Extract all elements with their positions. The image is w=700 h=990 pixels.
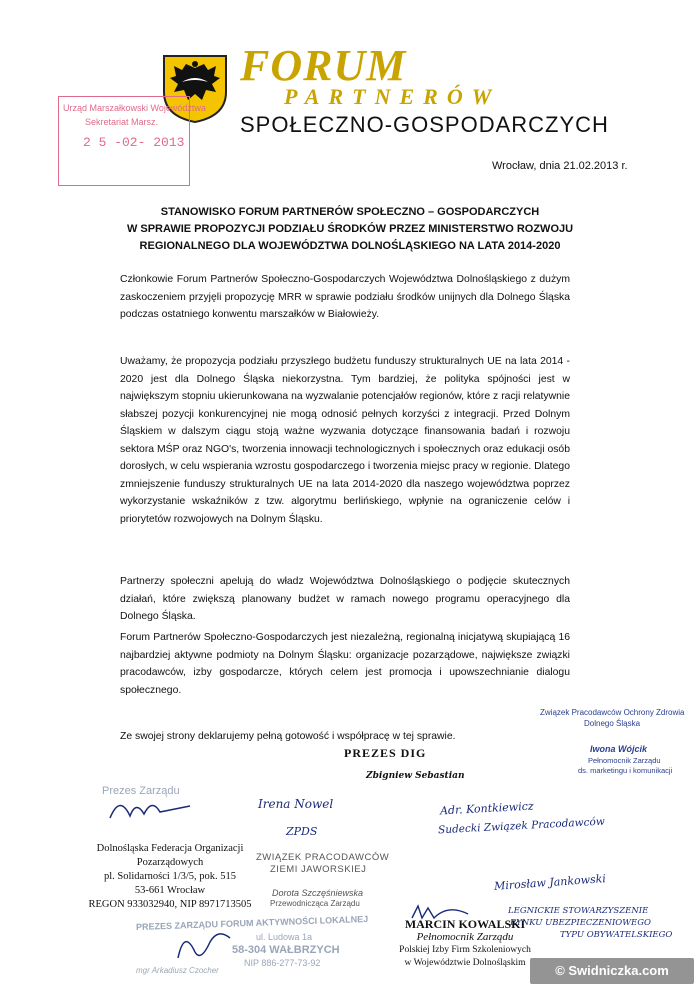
- jaworski-stamp-line2: ZIEMI JAWORSKIEJ: [270, 864, 367, 875]
- paragraph-3: Partnerzy społeczni apelują do władz Województwa Dolnośląskiego o podjęcie skutecznych działań, które zwiększą planowany budżet w ramach nowego programu operacyjnego dla Dolnego Śląska.: [120, 576, 570, 622]
- title-line-2: W SPRAWIE PROPOZYCJI PODZIAŁU ŚRODKÓW PRZEZ MINISTERSTWO ROZWOJU: [126, 223, 574, 235]
- legnickie-line3: TYPU OBYWATELSKIEGO: [560, 930, 673, 940]
- fal-stamp-line1: PREZES ZARZĄDU FORUM AKTYWNOŚCI LOKALNEJ: [135, 913, 369, 933]
- stamp-office: Urząd Marszałkowski Województwa: [63, 103, 206, 113]
- zpds-handwriting: ZPDS: [286, 825, 318, 838]
- address-line-2: Pozarządowych: [136, 857, 204, 868]
- fal-stamp-line4: NIP 886-277-73-92: [244, 958, 321, 968]
- szczesniewska-role: Przewodnicząca Zarządu: [270, 899, 360, 908]
- address-line-5: REGON 933032940, NIP 8971713505: [88, 899, 252, 910]
- paragraph-2: Uważamy, że propozycja podziału przyszłego budżetu funduszy strukturalnych UE na lata 2014 - 2020 jest dla Dolnego Śląska niekorzystna. Tym bardziej, że polityka spójności jest w największym stopniu ukierunkowana na wyzwalanie potencjałów regionów, które z racji relatywnie słabszej pozycji konkurencyjnej nie mogą odnosić pełnych korzyści z integracji. Przed Dolnym Śląskiem w dalszym ciągu stoją ważne wyzwania dotyczące finansowania badań i rozwoju sektora MŚP oraz NGO's, tworzenia innowacji technologicznych i społecznych oraz edukacji osób dorosłych, w celu wspierania wzrostu gospodarczego i tworzenia miejsc pracy w regionie. Dlatego zmniejszenie funduszy strukturalnych UE na lata 2014-2020 dla naszego województwa poprzez wykorzystanie wskaźników z tzw. algorytmu berlińskiego, wpłynie na ograniczenie celów i priorytetów rozwojowych na Dolnym Śląsku.: [120, 356, 570, 525]
- fal-stamp-line2: ul. Ludowa 1a: [256, 932, 313, 942]
- zwiazek-ochrony-stamp: Związek Pracodawców Ochrony Zdrowia: [540, 708, 685, 717]
- prezes-dig-stamp: PREZES DIG: [344, 746, 427, 760]
- title-line-3: REGIONALNEGO DLA WOJEWÓDZTWA DOLNOŚLĄSKIEGO NA LATA 2014-2020: [139, 240, 561, 252]
- legnickie-line1: LEGNICKIE STOWARZYSZENIE: [508, 906, 649, 916]
- kowalski-name: MARCIN KOWALSKI: [404, 917, 526, 931]
- stamp-date: 2 5 -02- 2013: [83, 135, 185, 150]
- jankowski-signature: Mirosław Jankowski: [493, 872, 607, 893]
- address-line-1: Dolnośląska Federacja Organizacji: [96, 843, 244, 854]
- wojcik-role: Pełnomocnik Zarządu: [588, 756, 661, 765]
- paragraph-5: Ze swojej strony deklarujemy pełną gotowość i współpracę w tej sprawie.: [120, 731, 456, 742]
- paragraph-4: Forum Partnerów Społeczno-Gospodarczych jest niezależną, regionalną inicjatywą skupiającą 16 najbardziej aktywne podmioty na Dolnym Śląsku: organizacje pozarządowe, największe związki pracodawców, izby gospodarcze, których celem jest promocja i upowszechnianie dialogu społecznego.: [120, 632, 570, 696]
- prezes-zarzadu-stamp: Prezes Zarządu: [102, 785, 180, 797]
- document-title: [120, 204, 580, 255]
- fal-stamp-line3: 58-304 WAŁBRZYCH: [232, 944, 340, 956]
- sudecki-zwiazek-handwriting: Sudecki Związek Pracodawców: [437, 815, 606, 837]
- kowalski-role: Pełnomocnik Zarządu: [416, 931, 514, 943]
- federacja-signature-icon: [100, 790, 210, 830]
- wojcik-name: Iwona Wójcik: [590, 744, 648, 754]
- legnickie-line2: RYNKU UBEZPIECZENIOWEGO: [510, 918, 651, 928]
- watermark: © Swidniczka.com: [530, 958, 694, 984]
- sebastian-signature: Zbigniew Sebastian: [366, 771, 465, 781]
- jaworski-stamp-line1: ZWIĄZEK PRACODAWCÓW: [256, 852, 390, 863]
- paragraph-1: Członkowie Forum Partnerów Społeczno-Gospodarczych Województwa Dolnośląskiego z dużym zaskoczeniem przyjęli propozycję MRR w sprawie podziału środków unijnych dla Dolnego Śląska podczas ostatniego konwentu marszałków w Białowieży.: [120, 274, 570, 320]
- federacja-address-block: [70, 842, 270, 912]
- stamp-secretariat: Sekretariat Marsz.: [85, 117, 159, 127]
- dolnego-slaska-stamp: Dolnego Śląska: [584, 719, 641, 728]
- fal-stamp-line5: mgr Arkadiusz Czocher: [136, 966, 219, 975]
- brand-partnerow: PARTNERÓW: [284, 84, 501, 109]
- kowalski-org-1: Polskiej Izby Firm Szkoleniowych: [399, 945, 531, 955]
- kontkiewicz-signature: Adr. Kontkiewicz: [439, 799, 534, 818]
- kowalski-org-2: w Województwie Dolnośląskim: [404, 958, 526, 968]
- czocher-signature-icon: [170, 920, 250, 970]
- brand-subtitle: SPOŁECZNO-GOSPODARCZYCH: [240, 112, 609, 137]
- noweli-signature: Irena Nowel: [258, 797, 334, 811]
- wojcik-role-2: ds. marketingu i komunikacji: [578, 766, 673, 775]
- kowalski-block: [395, 918, 535, 970]
- brand-forum: FORUM: [240, 41, 407, 90]
- letter-date: Wrocław, dnia 21.02.2013 r.: [492, 160, 628, 172]
- szczesniewska-name: Dorota Szczęśniewska: [272, 888, 364, 898]
- title-line-1: STANOWISKO FORUM PARTNERÓW SPOŁECZNO – GOSPODARCZYCH: [160, 206, 540, 218]
- address-line-3: pl. Solidarności 1/3/5, pok. 515: [103, 871, 237, 882]
- received-stamp: [58, 96, 206, 186]
- address-line-4: 53-661 Wrocław: [134, 885, 206, 896]
